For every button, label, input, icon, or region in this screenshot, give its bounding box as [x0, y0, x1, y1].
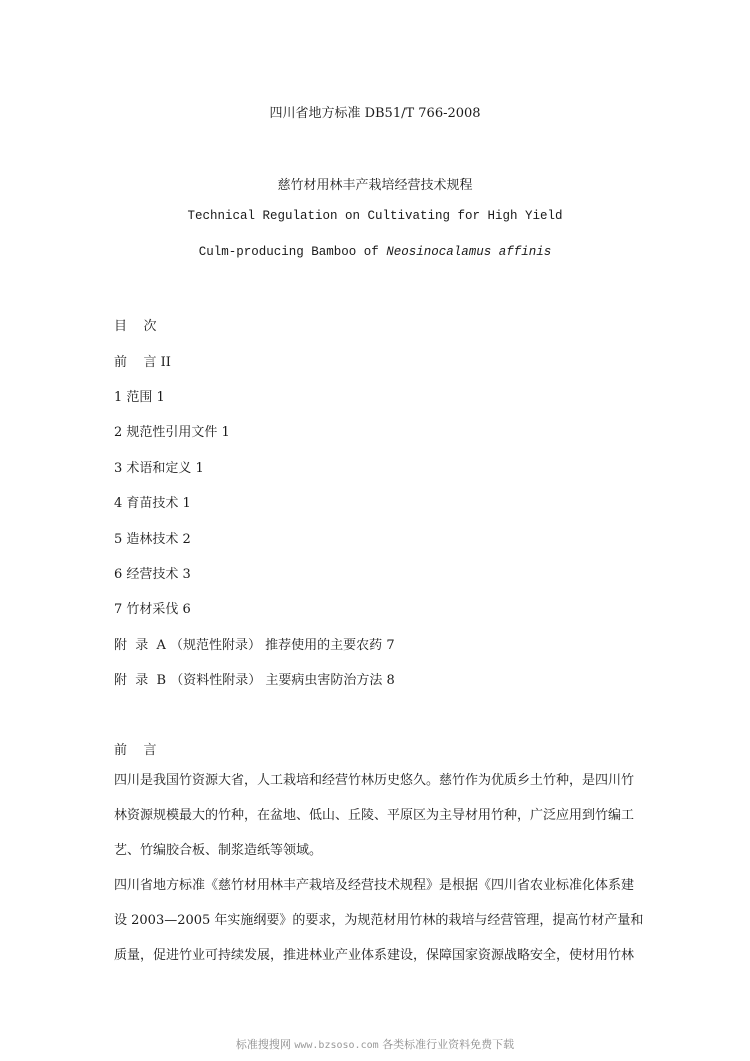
toc-item[interactable]: 7 竹材采伐 6 — [114, 602, 191, 617]
foreword-line: 质量，促进竹业可持续发展，推进林业产业体系建设，保障国家资源战略安全，使材用竹林 — [114, 948, 635, 963]
watermark-footer — [0, 1036, 750, 1052]
footer-site[interactable]: 标准搜搜网 — [235, 1038, 291, 1051]
title-english-line1: Technical Regulation on Cultivating for High Yield — [187, 209, 563, 223]
foreword-heading: 前 言 — [114, 743, 157, 758]
toc-item[interactable]: 2 规范性引用文件 1 — [114, 425, 230, 440]
foreword-line: 设 2003—2005 年实施纲要》的要求，为规范材用竹林的栽培与经营管理，提高竹材产量和 — [114, 913, 644, 928]
title-chinese: 慈竹材用林丰产栽培经营技术规程 — [277, 178, 473, 193]
title-english-line2-prefix: Culm-producing Bamboo of — [198, 245, 387, 259]
toc-item[interactable]: 1 范围 1 — [114, 390, 165, 405]
footer-url[interactable]: www.bzsoso.com — [294, 1040, 379, 1051]
title-english-line2 — [0, 245, 750, 259]
toc-item[interactable]: 前 言 II — [114, 355, 171, 370]
foreword-line: 四川是我国竹资源大省，人工栽培和经营竹林历史悠久。慈竹作为优质乡土竹种，是四川竹 — [114, 773, 635, 788]
foreword-line: 林资源规模最大的竹种，在盆地、低山、丘陵、平原区为主导材用竹种，广泛应用到竹编工 — [114, 808, 635, 823]
toc-item[interactable]: 附 录 A （规范性附录） 推荐使用的主要农药 7 — [114, 638, 395, 653]
foreword-body — [114, 763, 644, 973]
toc-item[interactable]: 3 术语和定义 1 — [114, 461, 204, 476]
foreword-line: 四川省地方标准《慈竹材用林丰产栽培及经营技术规程》是根据《四川省农业标准化体系建 — [114, 878, 635, 893]
footer-tagline: 各类标准行业资料免费下载 — [382, 1038, 515, 1051]
toc-item[interactable]: 4 育苗技术 1 — [114, 496, 191, 511]
standard-code: 四川省地方标准 DB51/T 766-2008 — [269, 106, 481, 121]
toc-item[interactable]: 附 录 B （资料性附录） 主要病虫害防治方法 8 — [114, 673, 395, 688]
toc-heading: 目 次 — [114, 319, 157, 334]
toc-item[interactable]: 6 经营技术 3 — [114, 567, 191, 582]
toc-item[interactable]: 5 造林技术 2 — [114, 532, 191, 547]
foreword-line: 艺、竹编胶合板、制浆造纸等领域。 — [114, 843, 323, 858]
species-name: Neosinocalamus affinis — [386, 245, 552, 259]
